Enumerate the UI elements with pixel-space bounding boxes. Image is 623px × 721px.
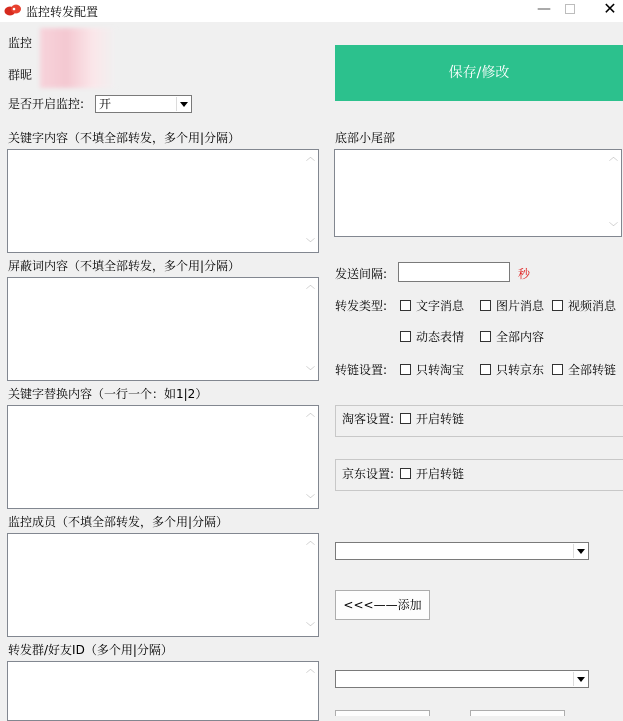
taobao-only-label: 只转淘宝 — [416, 363, 465, 377]
keyword-textarea[interactable] — [7, 149, 319, 253]
interval-label: 发送间隔: — [335, 267, 388, 281]
scroll-up-icon[interactable]: ︿ — [306, 537, 316, 547]
checkbox-jd-only[interactable] — [480, 364, 491, 375]
chevron-down-icon[interactable] — [573, 544, 587, 558]
checkbox-taobao-only[interactable] — [400, 364, 411, 375]
keyword-scrollbar[interactable] — [302, 150, 318, 252]
interval-unit: 秒 — [518, 267, 531, 281]
forward-ids-scrollbar[interactable] — [302, 662, 318, 720]
taoke-enable-label: 开启转链 — [416, 412, 465, 426]
animated-emoji-label: 动态表情 — [416, 330, 465, 344]
chevron-down-icon[interactable] — [176, 97, 190, 111]
checkbox-jd-enable[interactable] — [400, 468, 411, 479]
remove-target-button[interactable] — [470, 710, 565, 716]
text-message-label: 文字消息 — [416, 299, 465, 313]
all-links-label: 全部转链 — [568, 363, 617, 377]
members-scrollbar[interactable] — [302, 534, 318, 636]
close-button[interactable]: ✕ — [603, 0, 617, 18]
member-select[interactable] — [335, 542, 589, 560]
members-textarea[interactable] — [7, 533, 319, 637]
checkbox-taoke-enable[interactable] — [400, 413, 411, 424]
window-title: 监控转发配置 — [26, 5, 99, 19]
scroll-up-icon[interactable]: ︿ — [306, 665, 316, 675]
image-message-label: 图片消息 — [496, 299, 545, 313]
footer-textarea[interactable] — [334, 149, 622, 237]
all-content-label: 全部内容 — [496, 330, 545, 344]
checkbox-all-links[interactable] — [552, 364, 563, 375]
block-words-label: 屏蔽词内容（不填全部转发，多个用|分隔） — [8, 259, 241, 273]
scroll-down-icon[interactable]: ﹀ — [609, 223, 619, 233]
scroll-down-icon[interactable]: ﹀ — [306, 623, 316, 633]
block-words-scrollbar[interactable] — [302, 278, 318, 380]
scroll-up-icon[interactable]: ︿ — [306, 153, 316, 163]
jd-only-label: 只转京东 — [496, 363, 545, 377]
scroll-up-icon[interactable]: ︿ — [306, 409, 316, 419]
forward-ids-label: 转发群/好友ID（多个用|分隔） — [8, 643, 173, 657]
forward-ids-textarea[interactable] — [7, 661, 319, 721]
footer-scrollbar[interactable] — [605, 150, 621, 236]
scroll-down-icon[interactable]: ﹀ — [306, 367, 316, 377]
maximize-button[interactable] — [556, 0, 584, 20]
title-bar — [0, 0, 623, 22]
monitor-enabled-select[interactable] — [95, 95, 192, 113]
checkbox-video-message[interactable] — [552, 300, 563, 311]
redacted-area — [40, 28, 116, 88]
maximize-icon — [565, 4, 575, 14]
jd-enable-label: 开启转链 — [416, 467, 465, 481]
block-words-textarea[interactable] — [7, 277, 319, 381]
replace-scrollbar[interactable] — [302, 406, 318, 508]
monitor-enabled-label: 是否开启监控: — [8, 97, 85, 111]
forward-type-label: 转发类型: — [335, 299, 388, 313]
keyword-label: 关键字内容（不填全部转发，多个用|分隔） — [8, 131, 241, 145]
add-member-button[interactable]: <<<——添加 — [335, 590, 430, 620]
footer-label: 底部小尾部 — [335, 131, 396, 145]
checkbox-all-content[interactable] — [480, 331, 491, 342]
monitor-account-label: 监控 — [8, 36, 33, 50]
checkbox-text-message[interactable] — [400, 300, 411, 311]
scroll-up-icon[interactable]: ︿ — [306, 281, 316, 291]
jd-settings-label: 京东设置: — [342, 467, 395, 481]
group-name-label: 群昵 — [8, 68, 33, 82]
interval-input[interactable] — [398, 262, 510, 282]
checkbox-image-message[interactable] — [480, 300, 491, 311]
replace-textarea[interactable] — [7, 405, 319, 509]
app-logo-icon — [4, 3, 22, 17]
chevron-down-icon[interactable] — [573, 672, 587, 686]
scroll-up-icon[interactable]: ︿ — [609, 153, 619, 163]
monitor-enabled-value: 开 — [99, 97, 112, 111]
minimize-button[interactable]: — — [537, 1, 551, 17]
save-button[interactable]: 保存/修改 — [335, 45, 623, 101]
scroll-down-icon[interactable]: ﹀ — [306, 239, 316, 249]
checkbox-animated-emoji[interactable] — [400, 331, 411, 342]
scroll-down-icon[interactable]: ﹀ — [306, 495, 316, 505]
forward-target-select[interactable] — [335, 670, 589, 688]
link-settings-label: 转链设置: — [335, 363, 388, 377]
add-target-button[interactable] — [335, 710, 430, 716]
replace-label: 关键字替换内容（一行一个：如1|2） — [8, 387, 208, 401]
video-message-label: 视频消息 — [568, 299, 617, 313]
members-label: 监控成员（不填全部转发，多个用|分隔） — [8, 515, 229, 529]
taoke-settings-label: 淘客设置: — [342, 412, 395, 426]
